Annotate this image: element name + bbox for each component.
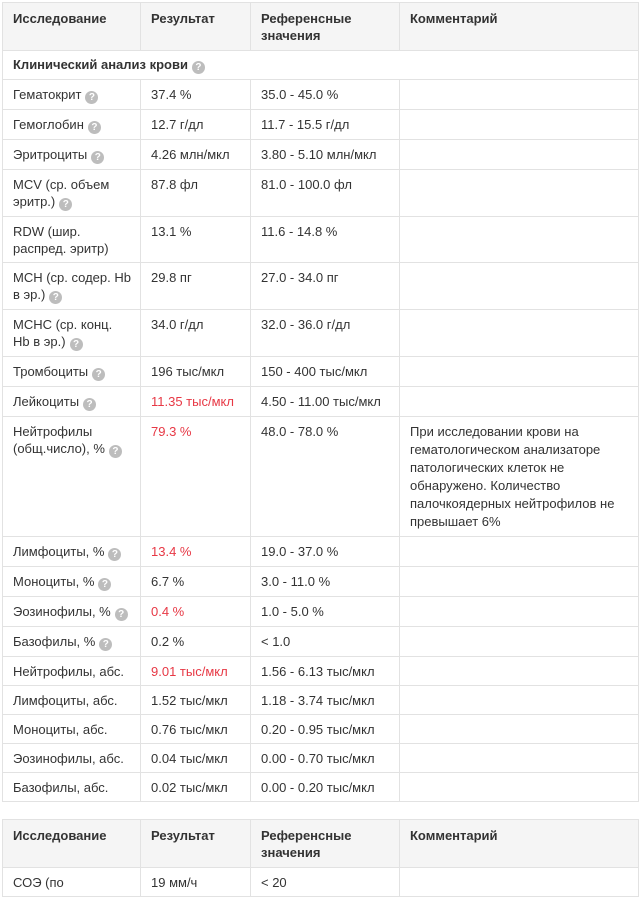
test-name-cell [3, 597, 141, 627]
table-row [3, 537, 639, 567]
test-name-label: Эритроциты [13, 147, 88, 162]
section-row [3, 51, 639, 80]
help-icon[interactable]: ? [83, 398, 96, 411]
table-row [3, 627, 639, 657]
esr-table-body [3, 868, 639, 897]
reference-range: 1.18 - 3.74 тыс/мкл [251, 686, 400, 715]
help-icon[interactable]: ? [59, 198, 72, 211]
reference-range: < 20 [251, 868, 400, 897]
table-row [3, 170, 639, 217]
test-name-label: MCHC (ср. конц. Hb в эр.) [13, 317, 113, 349]
comment-cell [400, 80, 639, 110]
result-value: 19 мм/ч [141, 868, 251, 897]
reference-range: 81.0 - 100.0 фл [251, 170, 400, 217]
comment-cell [400, 868, 639, 897]
col-header-comment: Комментарий [400, 3, 639, 51]
test-name-cell [3, 357, 141, 387]
section-title [3, 51, 639, 80]
help-icon[interactable]: ? [49, 291, 62, 304]
result-value-abnormal: 11.35 тыс/мкл [141, 387, 251, 417]
test-name-label: MCH (ср. содер. Hb в эр.) [13, 270, 131, 302]
test-name-label: Эозинофилы, абс. [13, 751, 124, 766]
test-name-cell [3, 868, 141, 897]
reference-range: 11.6 - 14.8 % [251, 217, 400, 263]
test-name-label: Гемоглобин [13, 117, 84, 132]
test-name-label: RDW (шир. распред. эритр) [13, 224, 109, 256]
test-name-label: Лимфоциты, абс. [13, 693, 118, 708]
test-name-label: MCV (ср. объем эритр.) [13, 177, 110, 209]
result-value-abnormal: 79.3 % [141, 417, 251, 537]
test-name-label: Нейтрофилы (общ.число), % [13, 424, 105, 456]
test-name-label: СОЭ (по [13, 875, 64, 890]
header-row [3, 820, 639, 868]
test-name-label: Нейтрофилы, абс. [13, 664, 125, 679]
comment-cell [400, 387, 639, 417]
table-row [3, 417, 639, 537]
test-name-cell [3, 140, 141, 170]
comment-cell [400, 597, 639, 627]
reference-range: 11.7 - 15.5 г/дл [251, 110, 400, 140]
test-name-cell [3, 627, 141, 657]
test-name-cell [3, 110, 141, 140]
result-value: 4.26 млн/мкл [141, 140, 251, 170]
help-icon[interactable]: ? [91, 151, 104, 164]
test-name-cell [3, 715, 141, 744]
help-icon[interactable]: ? [192, 61, 205, 74]
table-row [3, 567, 639, 597]
test-name-label: Лейкоциты [13, 394, 80, 409]
table-row [3, 263, 639, 310]
help-icon[interactable]: ? [98, 578, 111, 591]
table-row [3, 80, 639, 110]
header-row [3, 3, 639, 51]
table-row [3, 597, 639, 627]
table-row [3, 310, 639, 357]
col-header-reference: Референсные значения [251, 820, 400, 868]
result-value: 0.2 % [141, 627, 251, 657]
comment-cell [400, 217, 639, 263]
result-value: 0.04 тыс/мкл [141, 744, 251, 773]
test-name-cell [3, 310, 141, 357]
test-name-cell [3, 217, 141, 263]
reference-range: 150 - 400 тыс/мкл [251, 357, 400, 387]
result-value: 12.7 г/дл [141, 110, 251, 140]
comment-cell [400, 715, 639, 744]
help-icon[interactable]: ? [109, 445, 122, 458]
reference-range: 19.0 - 37.0 % [251, 537, 400, 567]
table-row [3, 357, 639, 387]
cbc-results-table [2, 2, 639, 802]
col-header-study: Исследование [3, 3, 141, 51]
test-name-label: Моноциты, % [13, 574, 95, 589]
table-row [3, 657, 639, 686]
test-name-label: Моноциты, абс. [13, 722, 108, 737]
result-value: 0.76 тыс/мкл [141, 715, 251, 744]
reference-range: 3.80 - 5.10 млн/мкл [251, 140, 400, 170]
test-name-label: Гематокрит [13, 87, 82, 102]
col-header-result: Результат [141, 820, 251, 868]
comment-cell [400, 686, 639, 715]
help-icon[interactable]: ? [85, 91, 98, 104]
test-name-cell [3, 567, 141, 597]
reference-range: 3.0 - 11.0 % [251, 567, 400, 597]
test-name-label: Эозинофилы, % [13, 604, 111, 619]
test-name-label: Базофилы, % [13, 634, 96, 649]
reference-range: 27.0 - 34.0 пг [251, 263, 400, 310]
comment-cell [400, 567, 639, 597]
table-row [3, 110, 639, 140]
comment-cell [400, 357, 639, 387]
test-name-label: Тромбоциты [13, 364, 89, 379]
comment-cell [400, 657, 639, 686]
reference-range: 1.56 - 6.13 тыс/мкл [251, 657, 400, 686]
comment-cell [400, 744, 639, 773]
test-name-cell [3, 387, 141, 417]
test-name-cell [3, 657, 141, 686]
table-row [3, 773, 639, 802]
comment-cell [400, 170, 639, 217]
result-value: 196 тыс/мкл [141, 357, 251, 387]
result-value: 0.02 тыс/мкл [141, 773, 251, 802]
comment-cell [400, 773, 639, 802]
table-row [3, 686, 639, 715]
comment-cell [400, 310, 639, 357]
help-icon[interactable]: ? [115, 608, 128, 621]
comment-cell [400, 110, 639, 140]
reference-range: < 1.0 [251, 627, 400, 657]
reference-range: 0.00 - 0.20 тыс/мкл [251, 773, 400, 802]
col-header-reference: Референсные значения [251, 3, 400, 51]
test-name-label: Базофилы, абс. [13, 780, 109, 795]
col-header-comment: Комментарий [400, 820, 639, 868]
help-icon[interactable]: ? [99, 638, 112, 651]
result-value: 6.7 % [141, 567, 251, 597]
test-name-cell [3, 773, 141, 802]
table-row [3, 715, 639, 744]
comment-cell [400, 140, 639, 170]
result-value-abnormal: 0.4 % [141, 597, 251, 627]
section-title-label: Клинический анализ крови [13, 57, 188, 72]
test-name-cell [3, 170, 141, 217]
result-value-abnormal: 9.01 тыс/мкл [141, 657, 251, 686]
reference-range: 0.00 - 0.70 тыс/мкл [251, 744, 400, 773]
col-header-study: Исследование [3, 820, 141, 868]
result-value: 29.8 пг [141, 263, 251, 310]
test-name-cell [3, 417, 141, 537]
test-name-cell [3, 744, 141, 773]
table-row [3, 217, 639, 263]
result-value-abnormal: 13.4 % [141, 537, 251, 567]
result-value: 13.1 % [141, 217, 251, 263]
help-icon[interactable]: ? [88, 121, 101, 134]
comment-cell: При исследовании крови на гематологическом анализаторе патологических клеток не обнаружено. Количество палочкоядерных нейтрофилов не превышает 6% [400, 417, 639, 537]
table-row [3, 140, 639, 170]
result-value: 34.0 г/дл [141, 310, 251, 357]
reference-range: 0.20 - 0.95 тыс/мкл [251, 715, 400, 744]
table-row [3, 868, 639, 897]
test-name-cell [3, 80, 141, 110]
test-name-cell [3, 686, 141, 715]
esr-results-table [2, 819, 639, 897]
test-name-cell [3, 263, 141, 310]
reference-range: 35.0 - 45.0 % [251, 80, 400, 110]
result-value: 87.8 фл [141, 170, 251, 217]
comment-cell [400, 627, 639, 657]
reference-range: 32.0 - 36.0 г/дл [251, 310, 400, 357]
cbc-table-body [3, 51, 639, 802]
result-value: 37.4 % [141, 80, 251, 110]
result-value: 1.52 тыс/мкл [141, 686, 251, 715]
reference-range: 4.50 - 11.00 тыс/мкл [251, 387, 400, 417]
help-icon[interactable]: ? [70, 338, 83, 351]
help-icon[interactable]: ? [108, 548, 121, 561]
help-icon[interactable]: ? [92, 368, 105, 381]
comment-cell [400, 263, 639, 310]
test-name-label: Лимфоциты, % [13, 544, 105, 559]
comment-cell [400, 537, 639, 567]
test-name-cell [3, 537, 141, 567]
col-header-result: Результат [141, 3, 251, 51]
table-row [3, 744, 639, 773]
reference-range: 48.0 - 78.0 % [251, 417, 400, 537]
table-row [3, 387, 639, 417]
reference-range: 1.0 - 5.0 % [251, 597, 400, 627]
